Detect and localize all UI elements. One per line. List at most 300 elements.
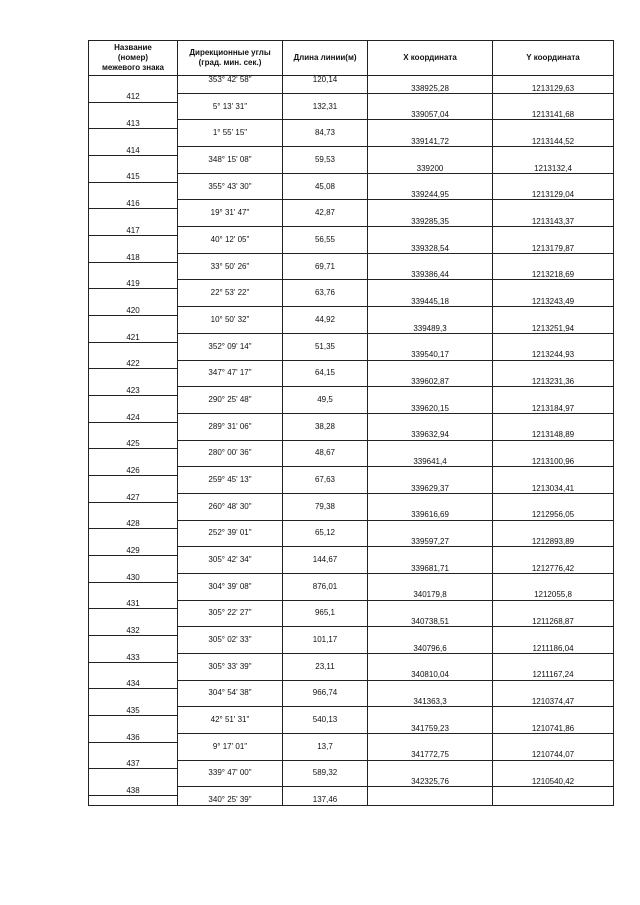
- name-cell-empty: [89, 529, 178, 538]
- y-cell-blank: [493, 280, 614, 289]
- length-cell-spacer: [283, 191, 368, 200]
- length-cell: 51,35: [283, 342, 368, 351]
- x-cell-blank: [368, 680, 493, 689]
- point-row: [89, 200, 614, 209]
- length-cell: 45,08: [283, 182, 368, 191]
- length-cell-spacer: [283, 111, 368, 120]
- point-row: [89, 280, 614, 289]
- angle-cell: 305° 22' 27": [178, 609, 283, 618]
- coordinate-row: [89, 751, 614, 760]
- length-cell: 101,17: [283, 636, 368, 645]
- angle-cell-spacer: [178, 298, 283, 307]
- name-cell-empty: [89, 609, 178, 618]
- coordinate-row: [89, 298, 614, 307]
- coordinate-row: [89, 378, 614, 387]
- length-cell: 132,31: [283, 102, 368, 111]
- name-cell-empty: [89, 662, 178, 671]
- point-name-cell: 433: [89, 653, 178, 662]
- header-angle: Дирекционные углы (град. мин. сек.): [178, 41, 283, 76]
- point-name-cell: 419: [89, 280, 178, 289]
- length-cell-blank: [283, 413, 368, 422]
- y-cell-blank: [493, 440, 614, 449]
- length-cell: 48,67: [283, 449, 368, 458]
- length-cell: 64,15: [283, 369, 368, 378]
- point-row: [89, 173, 614, 182]
- y-coordinate-cell: 1213231,36: [493, 378, 614, 387]
- point-row: [89, 787, 614, 796]
- coordinate-row: [89, 84, 614, 93]
- coordinate-row: [89, 218, 614, 227]
- angle-cell-spacer: [178, 484, 283, 493]
- angle-cell: 5° 13' 31": [178, 102, 283, 111]
- x-cell-blank: [368, 653, 493, 662]
- angle-cell-blank: [178, 173, 283, 182]
- header-name: Название (номер) межевого знака: [89, 41, 178, 76]
- y-cell-blank: [493, 360, 614, 369]
- angle-cell: 252° 39' 01": [178, 529, 283, 538]
- length-cell: 540,13: [283, 716, 368, 725]
- length-cell-spacer: [283, 324, 368, 333]
- y-coordinate-cell: 1213148,89: [493, 431, 614, 440]
- coordinate-row: [89, 698, 614, 707]
- length-cell-blank: [283, 93, 368, 102]
- name-cell-empty: [89, 556, 178, 565]
- header-x: X координата: [368, 41, 493, 76]
- y-cell-blank: [493, 387, 614, 396]
- x-cell-blank: [368, 600, 493, 609]
- point-name-cell: 427: [89, 493, 178, 502]
- angle-cell: 339° 47' 00": [178, 769, 283, 778]
- angle-cell: 33° 50' 26": [178, 262, 283, 271]
- y-coordinate-cell: 1213129,63: [493, 84, 614, 93]
- x-cell-blank: [368, 147, 493, 156]
- x-coordinate-cell: 339616,69: [368, 511, 493, 520]
- x-coordinate-cell: 340796,6: [368, 645, 493, 654]
- name-cell-empty: [89, 102, 178, 111]
- name-cell-empty: [89, 449, 178, 458]
- point-name-cell: 437: [89, 760, 178, 769]
- length-cell: 63,76: [283, 289, 368, 298]
- point-name-cell: 422: [89, 360, 178, 369]
- coordinate-row: [89, 484, 614, 493]
- x-cell-blank: [368, 520, 493, 529]
- length-cell-spacer: [283, 725, 368, 734]
- length-cell-blank: [283, 253, 368, 262]
- angle-cell-spacer: [178, 591, 283, 600]
- name-cell-spacer: [89, 244, 178, 253]
- x-coordinate-cell: 339641,4: [368, 458, 493, 467]
- y-cell-blank: [493, 147, 614, 156]
- length-cell-spacer: [283, 298, 368, 307]
- angle-cell-spacer: [178, 191, 283, 200]
- angle-cell: 280° 00' 36": [178, 449, 283, 458]
- name-cell-empty: [89, 742, 178, 751]
- y-coordinate-cell: 1213034,41: [493, 484, 614, 493]
- name-cell-empty: [89, 209, 178, 218]
- length-cell-spacer: [283, 164, 368, 173]
- y-cell-blank: [493, 547, 614, 556]
- angle-cell-blank: [178, 413, 283, 422]
- length-cell-spacer: [283, 458, 368, 467]
- length-cell-spacer: [283, 218, 368, 227]
- point-name-cell: 438: [89, 787, 178, 796]
- angle-cell-blank: [178, 333, 283, 342]
- point-name-cell: 413: [89, 120, 178, 129]
- angle-cell: 1° 55' 15": [178, 129, 283, 138]
- x-coordinate-cell: 339141,72: [368, 138, 493, 147]
- y-cell-blank: [493, 520, 614, 529]
- angle-cell-blank: [178, 653, 283, 662]
- angle-cell: 10° 50' 32": [178, 316, 283, 325]
- angle-cell-spacer: [178, 751, 283, 760]
- angle-cell-blank: [178, 93, 283, 102]
- angle-cell-spacer: [178, 538, 283, 547]
- length-cell: 42,87: [283, 209, 368, 218]
- x-coordinate-cell: 339602,87: [368, 378, 493, 387]
- length-cell: 49,5: [283, 396, 368, 405]
- point-row: [89, 413, 614, 422]
- y-cell-blank: [493, 333, 614, 342]
- coordinate-row: [89, 164, 614, 173]
- point-name-cell: 431: [89, 600, 178, 609]
- angle-cell-spacer: [178, 778, 283, 787]
- x-cell-blank: [368, 493, 493, 502]
- length-cell-spacer: [283, 618, 368, 627]
- angle-cell: 353° 42' 58": [178, 76, 283, 85]
- x-cell-blank: [368, 360, 493, 369]
- angle-cell: 290° 25' 48": [178, 396, 283, 405]
- coordinate-row: [89, 671, 614, 680]
- angle-cell: 355° 43' 30": [178, 182, 283, 191]
- name-cell-empty: [89, 796, 178, 805]
- x-coordinate-cell: 342325,76: [368, 778, 493, 787]
- y-cell-blank: [493, 253, 614, 262]
- length-cell-blank: [283, 493, 368, 502]
- x-coordinate-cell: 339597,27: [368, 538, 493, 547]
- y-coordinate-cell: 1212956,05: [493, 511, 614, 520]
- point-row: [89, 360, 614, 369]
- x-coordinate-cell: 340179,8: [368, 591, 493, 600]
- angle-cell-blank: [178, 493, 283, 502]
- name-cell-empty: [89, 316, 178, 325]
- angle-cell: 305° 42' 34": [178, 556, 283, 565]
- name-cell-empty: [89, 502, 178, 511]
- point-row: [89, 520, 614, 529]
- x-cell-blank: [368, 787, 493, 796]
- x-cell-blank: [368, 280, 493, 289]
- y-coordinate-cell: 1213218,69: [493, 271, 614, 280]
- y-cell-blank: [493, 413, 614, 422]
- angle-cell-spacer: [178, 244, 283, 253]
- coordinate-row: [89, 564, 614, 573]
- x-cell-blank: [368, 440, 493, 449]
- length-cell-spacer: [283, 591, 368, 600]
- angle-cell: 304° 39' 08": [178, 582, 283, 591]
- length-cell-spacer: [283, 778, 368, 787]
- x-coordinate-cell: 339632,94: [368, 431, 493, 440]
- coordinate-row: [89, 618, 614, 627]
- angle-cell: 348° 15' 08": [178, 156, 283, 165]
- coordinate-row: [89, 271, 614, 280]
- angle-cell: 304° 54' 38": [178, 689, 283, 698]
- name-cell-empty: [89, 156, 178, 165]
- angle-cell: 19° 31' 47": [178, 209, 283, 218]
- coordinate-row: [89, 511, 614, 520]
- y-coordinate-cell: 1213179,87: [493, 244, 614, 253]
- angle-cell-spacer: [178, 138, 283, 147]
- length-cell-blank: [283, 333, 368, 342]
- x-coordinate-cell: 339244,95: [368, 191, 493, 200]
- angle-cell-spacer: [178, 164, 283, 173]
- angle-cell-spacer: [178, 618, 283, 627]
- coordinate-row: [89, 404, 614, 413]
- length-cell: 120,14: [283, 76, 368, 85]
- point-name-cell: 424: [89, 413, 178, 422]
- y-coordinate-cell: 1213244,93: [493, 351, 614, 360]
- x-cell-blank: [368, 547, 493, 556]
- angle-cell-blank: [178, 573, 283, 582]
- point-row: [89, 547, 614, 556]
- name-cell-empty: [89, 396, 178, 405]
- x-coordinate-cell: 340738,51: [368, 618, 493, 627]
- name-cell-empty: [89, 342, 178, 351]
- name-cell-empty: [89, 689, 178, 698]
- length-cell-spacer: [283, 244, 368, 253]
- y-cell-blank: [493, 707, 614, 716]
- y-cell-empty: [493, 796, 614, 805]
- point-name-cell: 421: [89, 333, 178, 342]
- x-cell-blank: [368, 200, 493, 209]
- x-cell-blank: [368, 93, 493, 102]
- length-cell-spacer: [283, 564, 368, 573]
- angle-cell-spacer: [178, 511, 283, 520]
- length-cell-spacer: [283, 271, 368, 280]
- coordinate-row: [89, 538, 614, 547]
- point-row: [89, 467, 614, 476]
- angle-cell-spacer: [178, 671, 283, 680]
- angle-cell-spacer: [178, 324, 283, 333]
- angle-cell-spacer: [178, 458, 283, 467]
- name-cell-empty: [89, 769, 178, 778]
- angle-cell: 305° 33' 39": [178, 662, 283, 671]
- y-coordinate-cell: 1213144,52: [493, 138, 614, 147]
- point-name-cell: 415: [89, 173, 178, 182]
- point-name-cell: 412: [89, 93, 178, 102]
- length-cell-spacer: [283, 511, 368, 520]
- x-coordinate-cell: 339629,37: [368, 484, 493, 493]
- x-coordinate-cell: 341759,23: [368, 725, 493, 734]
- y-coordinate-cell: 1210741,86: [493, 725, 614, 734]
- point-name-cell: 432: [89, 627, 178, 636]
- x-coordinate-cell: 340810,04: [368, 671, 493, 680]
- y-cell-blank: [493, 733, 614, 742]
- y-coordinate-cell: 1213141,68: [493, 111, 614, 120]
- angle-cell-spacer: [178, 698, 283, 707]
- length-cell-spacer: [283, 645, 368, 654]
- y-cell-blank: [493, 627, 614, 636]
- length-cell-spacer: [283, 431, 368, 440]
- x-cell-blank: [368, 573, 493, 582]
- length-cell: 966,74: [283, 689, 368, 698]
- length-cell: 69,71: [283, 262, 368, 271]
- name-cell-empty: [89, 129, 178, 138]
- angle-cell: 40° 12' 05": [178, 236, 283, 245]
- y-cell-blank: [493, 307, 614, 316]
- y-cell-blank: [493, 200, 614, 209]
- length-cell: 67,63: [283, 476, 368, 485]
- y-coordinate-cell: 1213243,49: [493, 298, 614, 307]
- y-cell-blank: [493, 173, 614, 182]
- length-cell: 56,55: [283, 236, 368, 245]
- y-cell-blank: [493, 93, 614, 102]
- length-cell: 876,01: [283, 582, 368, 591]
- point-row: [89, 253, 614, 262]
- x-cell-empty: [368, 796, 493, 805]
- x-cell-blank: [368, 627, 493, 636]
- point-row: [89, 680, 614, 689]
- y-cell-blank: [493, 120, 614, 129]
- x-coordinate-cell: 339681,71: [368, 564, 493, 573]
- name-cell-empty: [89, 262, 178, 271]
- point-row: [89, 493, 614, 502]
- point-row: [89, 573, 614, 582]
- x-coordinate-cell: 339540,17: [368, 351, 493, 360]
- y-cell-blank: [493, 227, 614, 236]
- x-cell-blank: [368, 467, 493, 476]
- length-cell: 13,7: [283, 742, 368, 751]
- point-name-cell: 420: [89, 307, 178, 316]
- length-cell-blank: [283, 173, 368, 182]
- coordinate-row: [89, 778, 614, 787]
- x-cell-blank: [368, 120, 493, 129]
- point-row: [89, 627, 614, 636]
- coordinate-row: [89, 111, 614, 120]
- segment-row: [89, 796, 614, 805]
- length-cell-spacer: [283, 404, 368, 413]
- angle-cell: 305° 02' 33": [178, 636, 283, 645]
- x-coordinate-cell: 339489,3: [368, 324, 493, 333]
- name-cell-empty: [89, 236, 178, 245]
- name-cell-spacer: [89, 404, 178, 413]
- y-coordinate-cell: 1210374,47: [493, 698, 614, 707]
- angle-cell-spacer: [178, 404, 283, 413]
- x-coordinate-cell: 339386,44: [368, 271, 493, 280]
- point-name-cell: 414: [89, 147, 178, 156]
- y-coordinate-cell: 1211268,87: [493, 618, 614, 627]
- length-cell: 65,12: [283, 529, 368, 538]
- coordinate-row: [89, 351, 614, 360]
- length-cell-spacer: [283, 484, 368, 493]
- point-row: [89, 653, 614, 662]
- x-coordinate-cell: 339057,04: [368, 111, 493, 120]
- coordinate-row: [89, 725, 614, 734]
- point-row: [89, 440, 614, 449]
- coordinate-row: [89, 645, 614, 654]
- x-coordinate-cell: 338925,28: [368, 84, 493, 93]
- x-cell-blank: [368, 387, 493, 396]
- length-cell: 38,28: [283, 422, 368, 431]
- point-name-cell: 418: [89, 253, 178, 262]
- point-row: [89, 93, 614, 102]
- table-body: [89, 76, 614, 806]
- angle-cell-spacer: [178, 84, 283, 93]
- angle-cell: 42° 51' 31": [178, 716, 283, 725]
- length-cell-spacer: [283, 351, 368, 360]
- x-cell-blank: [368, 707, 493, 716]
- point-name-cell: 434: [89, 680, 178, 689]
- y-coordinate-cell: 1213143,37: [493, 218, 614, 227]
- angle-cell-spacer: [178, 351, 283, 360]
- point-name-cell: 428: [89, 520, 178, 529]
- y-cell-blank: [493, 493, 614, 502]
- length-cell: 589,32: [283, 769, 368, 778]
- coordinate-row: [89, 244, 614, 253]
- point-row: [89, 733, 614, 742]
- y-coordinate-cell: 1212776,42: [493, 564, 614, 573]
- angle-cell: 340° 25' 39": [178, 796, 283, 805]
- point-row: [89, 120, 614, 129]
- angle-cell-spacer: [178, 378, 283, 387]
- x-coordinate-cell: 339328,54: [368, 244, 493, 253]
- length-cell: 965,1: [283, 609, 368, 618]
- point-name-cell: 430: [89, 573, 178, 582]
- x-coordinate-cell: 341363,3: [368, 698, 493, 707]
- length-cell-spacer: [283, 378, 368, 387]
- length-cell-blank: [283, 653, 368, 662]
- point-name-cell: 435: [89, 707, 178, 716]
- y-coordinate-cell: 1212055,8: [493, 591, 614, 600]
- name-cell-empty: [89, 289, 178, 298]
- length-cell: 44,92: [283, 316, 368, 325]
- y-cell-blank: [493, 760, 614, 769]
- x-coordinate-cell: 341772,75: [368, 751, 493, 760]
- y-coordinate-cell: 1213100,96: [493, 458, 614, 467]
- y-cell-blank: [493, 573, 614, 582]
- name-cell-empty: [89, 76, 178, 85]
- table-header-row: [89, 41, 614, 76]
- length-cell: 79,38: [283, 502, 368, 511]
- coordinate-row: [89, 458, 614, 467]
- angle-cell: 9° 17' 01": [178, 742, 283, 751]
- angle-cell-spacer: [178, 431, 283, 440]
- name-cell-empty: [89, 582, 178, 591]
- name-cell-empty: [89, 716, 178, 725]
- y-coordinate-cell: 1213129,04: [493, 191, 614, 200]
- point-name-cell: 436: [89, 733, 178, 742]
- angle-cell-blank: [178, 733, 283, 742]
- angle-cell: 22° 53' 22": [178, 289, 283, 298]
- x-cell-blank: [368, 733, 493, 742]
- angle-cell-spacer: [178, 645, 283, 654]
- angle-cell-spacer: [178, 111, 283, 120]
- name-cell-empty: [89, 636, 178, 645]
- length-cell-spacer: [283, 538, 368, 547]
- point-row: [89, 600, 614, 609]
- point-name-cell: 425: [89, 440, 178, 449]
- length-cell-spacer: [283, 751, 368, 760]
- name-cell-empty: [89, 182, 178, 191]
- y-coordinate-cell: 1213132,4: [493, 164, 614, 173]
- point-name-cell: 423: [89, 387, 178, 396]
- y-coordinate-cell: 1210540,42: [493, 778, 614, 787]
- point-name-cell: 426: [89, 467, 178, 476]
- y-cell-blank: [493, 680, 614, 689]
- length-cell: 84,73: [283, 129, 368, 138]
- y-cell-blank: [493, 600, 614, 609]
- x-coordinate-cell: 339200: [368, 164, 493, 173]
- point-row: [89, 307, 614, 316]
- coordinate-row: [89, 591, 614, 600]
